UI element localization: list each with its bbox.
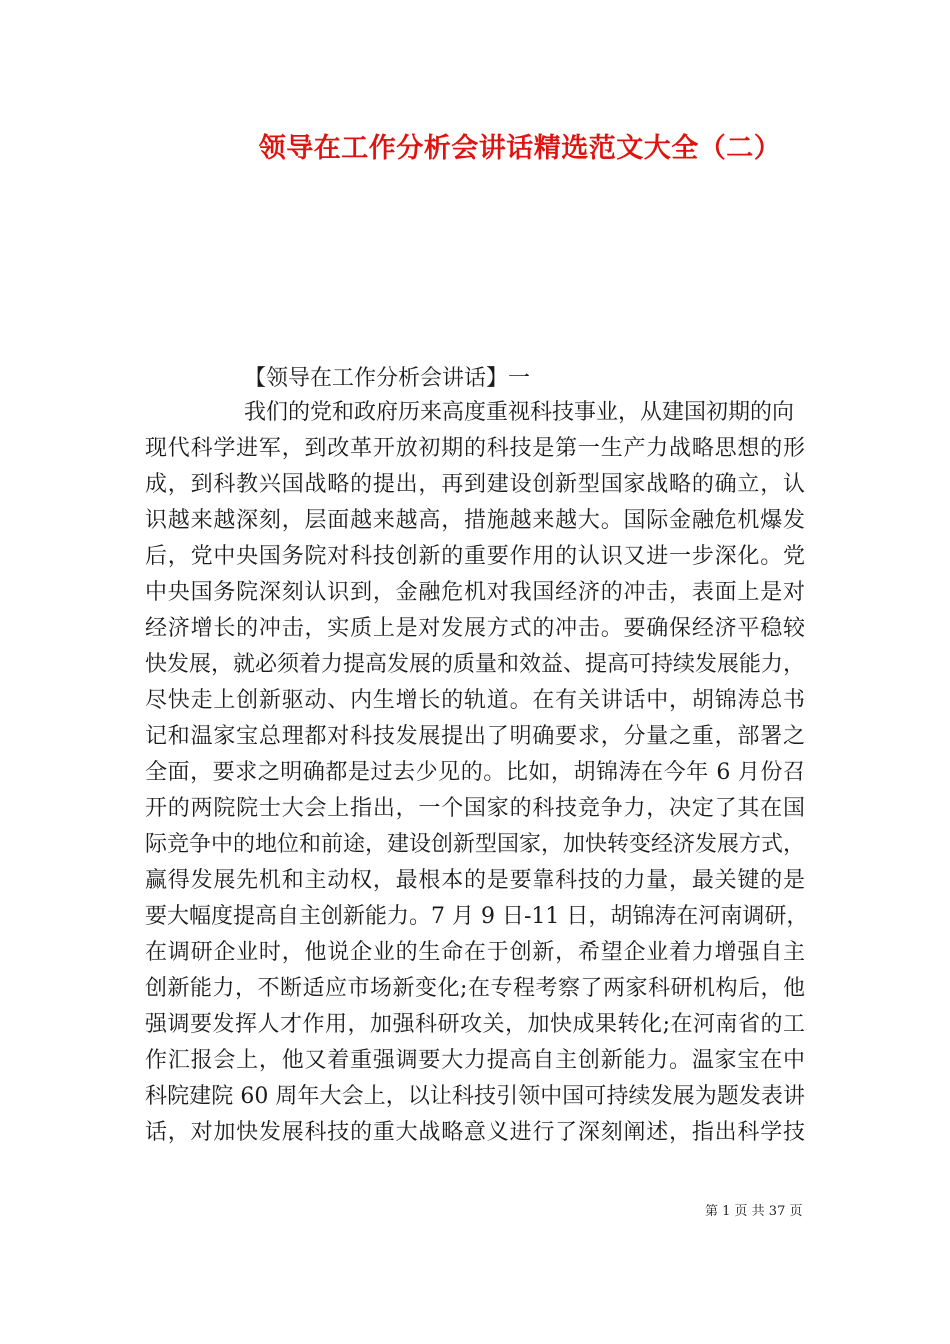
body-line: 际竞争中的地位和前途，建设创新型国家，加快转变经济发展方式， [145,832,806,857]
body-line: 识越来越深刻，层面越来越高，措施越来越大。国际金融危机爆发 [145,508,805,533]
section-heading: 【领导在工作分析会讲话】一 [244,366,531,391]
body-line: 要大幅度提高自主创新能力。7 月 9 日-11 日，胡锦涛在河南调研， [145,904,809,929]
body-line: 赢得发展先机和主动权，最根本的是要靠科技的力量，最关键的是 [145,868,805,893]
body-line: 作汇报会上，他又着重强调要大力提高自主创新能力。温家宝在中 [145,1048,805,1073]
body-line: 科院建院 60 周年大会上，以让科技引领中国可持续发展为题发表讲 [145,1084,805,1109]
body-line: 强调要发挥人才作用，加强科研攻关，加快成果转化;在河南省的工 [145,1012,805,1037]
body-line: 中央国务院深刻认识到，金融危机对我国经济的冲击，表面上是对 [145,580,805,605]
document-title: 领导在工作分析会讲话精选范文大全（二） [258,133,782,164]
body-line: 快发展，就必须着力提高发展的质量和效益、提高可持续发展能力， [145,652,806,677]
body-line: 全面，要求之明确都是过去少见的。比如，胡锦涛在今年 6 月份召 [145,760,805,785]
body-line: 在调研企业时，他说企业的生命在于创新，希望企业着力增强自主 [145,940,805,965]
body-line: 经济增长的冲击，实质上是对发展方式的冲击。要确保经济平稳较 [145,616,805,641]
page-number-footer: 第 1 页 共 37 页 [705,1204,803,1219]
body-line: 话，对加快发展科技的重大战略意义进行了深刻阐述，指出科学技 [145,1120,805,1145]
body-line: 我们的党和政府历来高度重视科技事业，从建国初期的向 [244,400,795,425]
body-line: 现代科学进军，到改革开放初期的科技是第一生产力战略思想的形 [145,436,805,461]
body-line: 记和温家宝总理都对科技发展提出了明确要求，分量之重，部署之 [145,724,805,749]
body-line: 创新能力，不断适应市场新变化;在专程考察了两家科研机构后，他 [145,976,805,1001]
body-line: 成，到科教兴国战略的提出，再到建设创新型国家战略的确立，认 [145,472,805,497]
body-line: 后，党中央国务院对科技创新的重要作用的认识又进一步深化。党 [145,544,805,569]
body-line: 尽快走上创新驱动、内生增长的轨道。在有关讲话中，胡锦涛总书 [145,688,805,713]
body-line: 开的两院院士大会上指出，一个国家的科技竞争力，决定了其在国 [145,796,805,821]
